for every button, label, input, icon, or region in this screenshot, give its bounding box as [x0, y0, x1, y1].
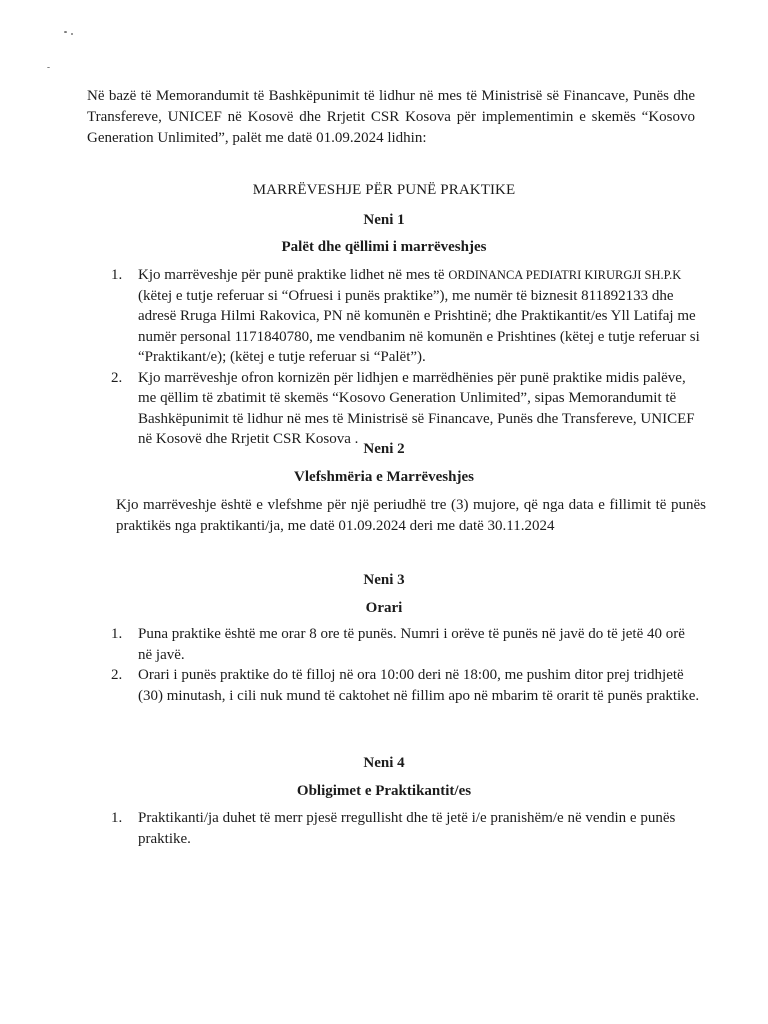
employer-name: ORDINANCA PEDIATRI KIRURGJI SH.P.K [448, 268, 682, 282]
article-4-heading: Neni 4 [363, 755, 405, 771]
scan-speck [71, 33, 73, 35]
article-3-subheading: Orari [365, 600, 403, 616]
document-title: MARRËVESHJE PËR PUNË PRAKTIKE [252, 182, 516, 198]
list-item-text: Praktikanti/ja duhet të merr pjesë rregullisht dhe të jetë i/e pranishëm/e në vendin e punës praktike. [138, 810, 676, 847]
list-item-number: 2. [111, 369, 123, 386]
list-item-number: 2. [111, 667, 123, 683]
article-2-subheading: Vlefshmëria e Marrëveshjes [294, 469, 474, 485]
list-item [111, 265, 702, 368]
article-3-list [111, 624, 702, 706]
article-1-list [111, 265, 702, 450]
list-item-text: Orari i punës praktike do të filloj në ora 10:00 deri në 18:00, me pushim ditor prej tridhjetë (30) minutash, i cili nuk mund të caktohet në fillim apo në mbarim të orarit të punës praktike. [138, 667, 700, 704]
article-1-subheading: Palët dhe qëllimi i marrëveshjes [281, 239, 487, 255]
article-3-heading: Neni 3 [363, 572, 405, 588]
list-item [111, 624, 702, 665]
list-item-text: (këtej e tutje referuar si “Ofruesi i punës praktike”), me numër të biznesit 811892133 dhe adresë Rruga Hilmi Rakovica, PN në komunën e Prishtinë; dhe Praktikantit/es Yll Latifaj me numër personal 1171840780, me vendbanim në komunën e Prishtines (këtej e tutje referuar si “Praktikant/e); (këtej e tutje referuar si “Palët”). [138, 287, 700, 365]
article-4-subheading: Obligimet e Praktikantit/es [296, 783, 472, 799]
article-1-heading: Neni 1 [363, 212, 405, 228]
list-item-text: Puna praktike është me orar 8 ore të punës. Numri i orëve të punës në javë do të jetë 40 orë në javë. [138, 626, 685, 663]
list-item [111, 368, 702, 450]
scan-speck [47, 67, 50, 68]
list-item-number: 1. [111, 267, 123, 283]
list-item-number: 1. [111, 810, 123, 826]
list-item [111, 808, 702, 849]
article-2-heading: Neni 2 [363, 441, 405, 457]
article-4-list [111, 808, 702, 849]
list-item-number: 1. [111, 626, 123, 642]
list-item-text: Kjo marrëveshje ofron kornizën për lidhjen e marrëdhënies për punë praktike midis palëve, me qëllim të zbatimit të skemës “Kosovo Generation Unlimited”, sipas Memorandumit të Bashkëpunimit të lidhur në mes të Ministrisë së Financave, Punës dhe Transfereve, UNICEF në Kosovë dhe Rrjetit CSR Kosova . [138, 369, 695, 447]
intro-paragraph: Në bazë të Memorandumit të Bashkëpunimit të lidhur në mes të Ministrisë së Financave, Punës dhe Transfereve, UNICEF në Kosovë dhe Rrjetit CSR Kosova për implementimin e skemës “Kosovo Generation Unlimited”, palët me datë 01.09.2024 lidhin: [87, 88, 695, 146]
scan-speck [64, 31, 67, 33]
list-item-text: Kjo marrëveshje për punë praktike lidhet në mes të [138, 267, 449, 283]
list-item [111, 665, 702, 706]
article-2-paragraph: Kjo marrëveshje është e vlefshme për një periudhë tre (3) mujore, që nga data e fillimit të punës praktikës nga praktikanti/ja, me datë 01.09.2024 deri me datë 30.11.2024 [116, 497, 706, 534]
